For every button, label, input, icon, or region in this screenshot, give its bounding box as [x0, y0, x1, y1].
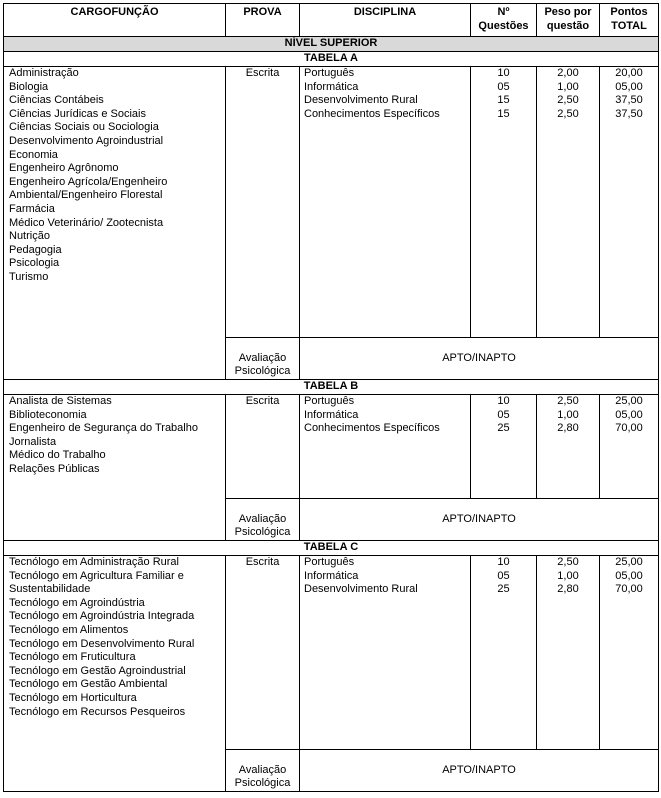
list-line: 2,80: [557, 583, 579, 596]
list-line: Tecnólogo em Alimentos: [9, 623, 129, 636]
list-line: Conhecimentos Específicos: [304, 107, 440, 120]
list-line: 25: [497, 422, 510, 435]
list-line: 05,00: [615, 408, 643, 421]
list-line: Desenvolvimento Agroindustrial: [9, 134, 164, 147]
list-line: 70,00: [615, 422, 643, 435]
list-line: Engenheiro Agrícola/Engenheiro: [9, 175, 168, 188]
pontos-list: [600, 556, 658, 597]
list-line: Tecnólogo em Gestão Agroindustrial: [9, 664, 186, 677]
disciplina-list: [304, 67, 465, 121]
table-b-pontos: [600, 395, 659, 499]
list-line: 25: [497, 583, 510, 596]
list-line: Farmácia: [9, 202, 55, 215]
table-c-questoes: [471, 556, 537, 750]
list-line: Tecnólogo em Gestão Ambiental: [9, 678, 168, 691]
list-line: 1,00: [557, 80, 579, 93]
list-line: Administração: [9, 67, 79, 79]
header-pontos: [600, 4, 659, 37]
table-c-prova-escrita: Escrita: [226, 556, 300, 750]
header-questoes-line: Nº: [497, 6, 510, 18]
header-questoes-line: Questões: [478, 19, 529, 32]
roles-list: [9, 67, 220, 285]
list-line: 10: [497, 556, 510, 568]
header-prova: PROVA: [226, 4, 300, 37]
level-row: [4, 37, 659, 52]
list-line: 20,00: [615, 67, 643, 79]
list-line: Tecnólogo em Desenvolvimento Rural: [9, 637, 195, 650]
list-line: Pedagogia: [9, 243, 62, 256]
header-peso: [537, 4, 600, 37]
table-b-roles: [4, 395, 226, 541]
list-line: Tecnólogo em Horticultura: [9, 691, 137, 704]
prova-avaliacao-line: Avaliação: [238, 512, 287, 525]
roles-list: [9, 556, 220, 719]
table-b-prova-avaliacao: [226, 499, 300, 541]
list-line: Tecnólogo em Agroindústria: [9, 596, 145, 609]
list-line: 05,00: [615, 569, 643, 582]
table-c-prova-avaliacao: [226, 750, 300, 792]
pontos-list: [600, 67, 658, 121]
list-line: Médico Veterinário/ Zootecnista: [9, 216, 164, 229]
list-line: Tecnólogo em Agricultura Familiar e: [9, 569, 184, 582]
list-line: 2,50: [557, 395, 579, 407]
table-a-main-row: [4, 67, 659, 338]
table-b-peso: [537, 395, 600, 499]
list-line: Economia: [9, 148, 58, 161]
list-line: Informática: [304, 408, 359, 421]
level-title: NÍVEL SUPERIOR: [4, 37, 659, 52]
questoes-list: [471, 556, 536, 597]
list-line: Português: [304, 395, 355, 407]
list-line: 2,50: [557, 107, 579, 120]
table-a-questoes: [471, 67, 537, 338]
header-row: [4, 4, 659, 37]
questoes-list: [471, 67, 536, 121]
table-b-main-row: [4, 395, 659, 499]
table-a-roles: [4, 67, 226, 380]
prova-avaliacao-line: Psicológica: [234, 365, 291, 378]
list-line: Português: [304, 556, 355, 568]
table-c-pontos: [600, 556, 659, 750]
list-line: 1,00: [557, 408, 579, 421]
list-line: 10: [497, 395, 510, 407]
table-a-apto: APTO/INAPTO: [300, 338, 659, 380]
table-c-disciplinas: [300, 556, 471, 750]
list-line: Desenvolvimento Rural: [304, 583, 418, 596]
prova-avaliacao-line: Psicológica: [234, 526, 291, 539]
table-a-prova-escrita: Escrita: [226, 67, 300, 338]
list-line: 25,00: [615, 556, 643, 568]
header-peso-line: questão: [546, 19, 590, 32]
table-b-apto: APTO/INAPTO: [300, 499, 659, 541]
list-line: Relações Públicas: [9, 462, 100, 475]
table-a-prova-avaliacao: [226, 338, 300, 380]
peso-list: [537, 556, 599, 597]
table-a-disciplinas: [300, 67, 471, 338]
list-line: 1,00: [557, 569, 579, 582]
list-line: Tecnólogo em Recursos Pesqueiros: [9, 705, 186, 718]
table-c-roles: [4, 556, 226, 792]
list-line: Ciências Contábeis: [9, 94, 104, 107]
list-line: Nutrição: [9, 230, 50, 243]
table-b-disciplinas: [300, 395, 471, 499]
list-line: 2,00: [557, 67, 579, 79]
exam-table: [3, 3, 659, 792]
list-line: 05: [497, 569, 510, 582]
disciplina-list: [304, 395, 465, 436]
list-line: Turismo: [9, 270, 49, 283]
list-line: Jornalista: [9, 435, 57, 448]
table-title-row: [4, 541, 659, 556]
prova-avaliacao-line: Psicológica: [234, 777, 291, 790]
list-line: 37,50: [615, 107, 643, 120]
table-b-title: TABELA B: [4, 380, 659, 395]
table-c-apto: APTO/INAPTO: [300, 750, 659, 792]
list-line: 2,50: [557, 556, 579, 568]
list-line: Biologia: [9, 80, 49, 93]
prova-avaliacao-line: Avaliação: [238, 763, 287, 776]
list-line: 70,00: [615, 583, 643, 596]
peso-list: [537, 395, 599, 436]
list-line: Conhecimentos Específicos: [304, 422, 440, 435]
list-line: Médico do Trabalho: [9, 449, 106, 462]
list-line: Engenheiro de Segurança do Trabalho: [9, 422, 198, 435]
list-line: 15: [497, 94, 510, 107]
peso-list: [537, 67, 599, 121]
table-a-pontos: [600, 67, 659, 338]
list-line: Português: [304, 67, 355, 79]
list-line: Tecnólogo em Administração Rural: [9, 556, 179, 568]
list-line: 05,00: [615, 80, 643, 93]
header-cargo: CARGOFUNÇÃO: [4, 4, 226, 37]
table-c-main-row: [4, 556, 659, 750]
list-line: Analista de Sistemas: [9, 395, 112, 407]
list-line: 05: [497, 80, 510, 93]
header-questoes: [471, 4, 537, 37]
list-line: Tecnólogo em Fruticultura: [9, 651, 136, 664]
header-peso-line: Peso por: [544, 6, 592, 18]
list-line: Psicologia: [9, 257, 60, 270]
list-line: Ambiental/Engenheiro Florestal: [9, 189, 163, 202]
table-a-title: TABELA A: [4, 52, 659, 67]
table-c-title: TABELA C: [4, 541, 659, 556]
list-line: Biblioteconomia: [9, 408, 87, 421]
list-line: Ciências Jurídicas e Sociais: [9, 107, 146, 120]
list-line: 15: [497, 107, 510, 120]
list-line: 2,50: [557, 94, 579, 107]
list-line: 2,80: [557, 422, 579, 435]
list-line: Informática: [304, 569, 359, 582]
disciplina-list: [304, 556, 465, 597]
list-line: 10: [497, 67, 510, 79]
list-line: Sustentabilidade: [9, 583, 91, 596]
list-line: 05: [497, 408, 510, 421]
table-title-row: [4, 380, 659, 395]
pontos-list: [600, 395, 658, 436]
table-b-prova-escrita: Escrita: [226, 395, 300, 499]
list-line: Engenheiro Agrônomo: [9, 162, 119, 175]
prova-avaliacao-line: Avaliação: [238, 351, 287, 364]
header-disciplina: DISCIPLINA: [300, 4, 471, 37]
list-line: Desenvolvimento Rural: [304, 94, 418, 107]
questoes-list: [471, 395, 536, 436]
header-pontos-line: Pontos: [610, 6, 648, 18]
table-b-questoes: [471, 395, 537, 499]
list-line: Ciências Sociais ou Sociologia: [9, 121, 159, 134]
list-line: 25,00: [615, 395, 643, 407]
list-line: 37,50: [615, 94, 643, 107]
list-line: Informática: [304, 80, 359, 93]
table-c-peso: [537, 556, 600, 750]
roles-list: [9, 395, 220, 477]
header-pontos-line: TOTAL: [611, 19, 647, 32]
table-a-peso: [537, 67, 600, 338]
list-line: Tecnólogo em Agroindústria Integrada: [9, 610, 195, 623]
table-title-row: [4, 52, 659, 67]
